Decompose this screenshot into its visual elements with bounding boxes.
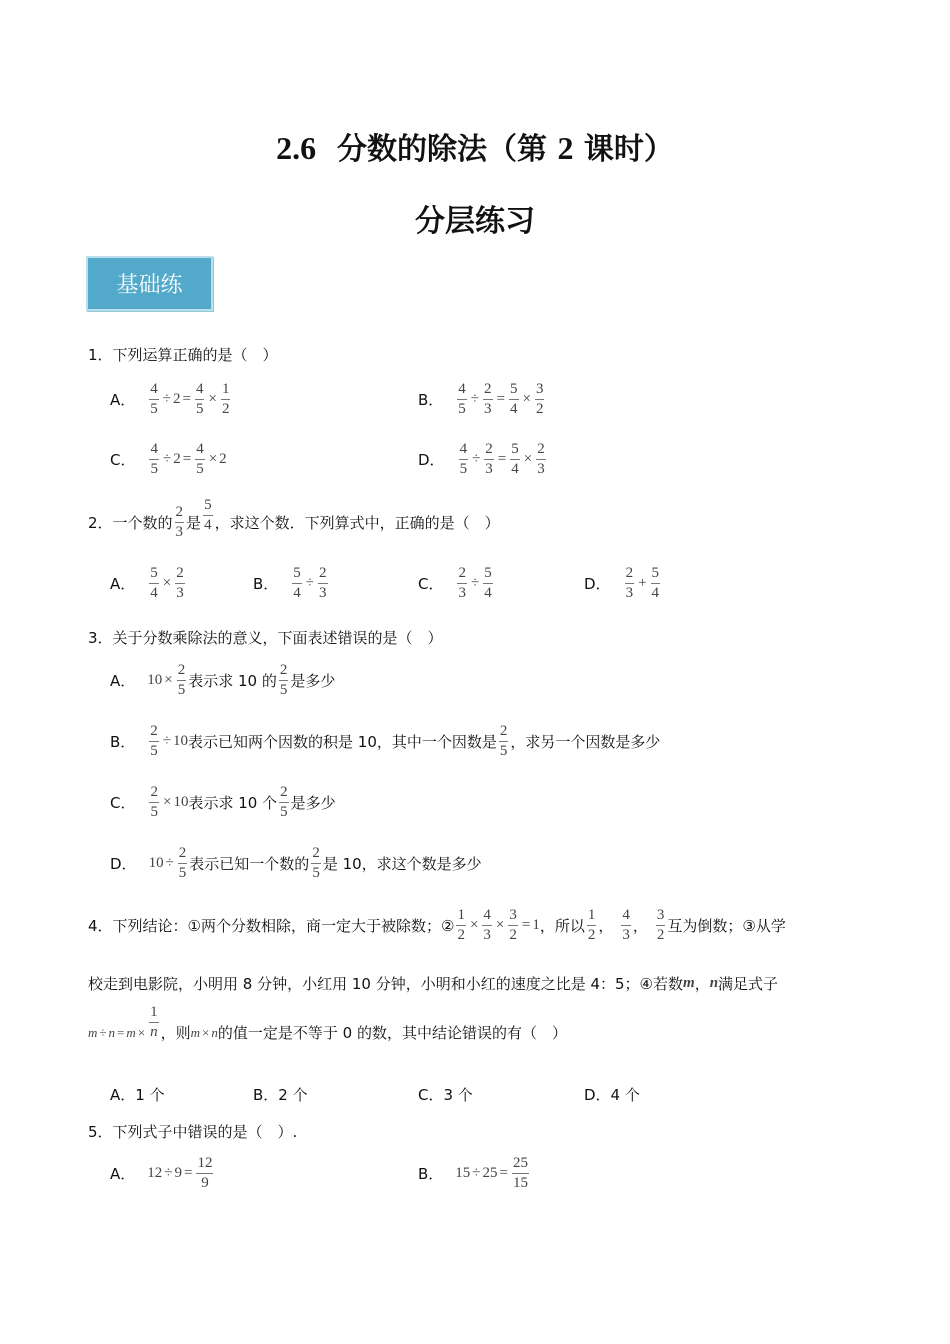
q2-stem: 2．一个数的 2 3 是 5 4 ，求这个数．下列算式中，正确的是（ ） (88, 497, 500, 540)
q4-option-b[interactable]: B．2 个 (253, 1086, 308, 1104)
q3-option-d[interactable]: D． 10 ÷ $\frac{2}{5}$ 表示已知一个数的 2 5 是 10，求这个数是多少 (110, 845, 482, 881)
q1-option-d[interactable]: D． $\frac{4}{5}$ ÷ $\frac{2}{3}$ = $\frac{5}{4}$ × $\frac{2}{3}$ (418, 441, 545, 477)
q1-stem: 1．下列运算正确的是（ ） (88, 346, 278, 364)
q4-line-1: 4．下列结论：①两个分数相除，商一定大于被除数；② $\frac{1}{2}$ × $\frac{4}{3}$ × $\frac{3}{2}$ = 1 ，所以 1 2 ， 4 3 ， 3 2 互为倒数；③从学 (88, 907, 786, 943)
q2-option-c[interactable]: C． $\frac{2}{3}$ ÷ $\frac{5}{4}$ (418, 565, 492, 601)
page-title: 2.6 分数的除法（第 2 课时） (276, 130, 674, 167)
q1-option-b[interactable]: B． $\frac{4}{5}$ ÷ $\frac{2}{3}$ = $\frac{5}{4}$ × $\frac{3}{2}$ (418, 381, 544, 417)
q3-option-a[interactable]: A． 10 × $\frac{2}{5}$ 表示求 10 的 2 5 是多少 (110, 662, 336, 698)
q2-option-b[interactable]: B． $\frac{5}{4}$ ÷ $\frac{2}{3}$ (253, 565, 327, 601)
q4-line-2: 校走到电影院，小明用 8 分钟，小红用 10 分钟，小明和小红的速度之比是 4：5；④若数 m ， n 满足式子 (88, 975, 779, 993)
section-tag: 基础练 (86, 256, 213, 311)
q4-line-3: m ÷ n = m × $\frac{1}{n}$ ，则 m × n 的值一定是不等于 0 的数，其中结论错误的有（ ） (88, 1004, 567, 1042)
q5-stem: 5．下列式子中错误的是（ ）. (88, 1123, 298, 1141)
q5-option-a[interactable]: A． 12 ÷ 9 = $\frac{12}{9}$ (110, 1155, 213, 1191)
q3-option-c[interactable]: C． $\frac{2}{5}$ × 10 表示求 10 个 2 5 是多少 (110, 784, 336, 820)
q1-option-c[interactable]: C． $\frac{4}{5}$ ÷ 2 = $\frac{4}{5}$ × 2 (110, 441, 227, 477)
q3-stem: 3．关于分数乘除法的意义，下面表述错误的是（ ） (88, 629, 443, 647)
q5-option-b[interactable]: B． 15 ÷ 25 = $\frac{25}{15}$ (418, 1155, 528, 1191)
page-subtitle: 分层练习 (415, 204, 535, 239)
q4-option-c[interactable]: C．3 个 (418, 1086, 473, 1104)
q2-option-a[interactable]: A． $\frac{5}{4}$ × $\frac{2}{3}$ (110, 565, 184, 601)
q4-option-d[interactable]: D．4 个 (584, 1086, 640, 1104)
q4-option-a[interactable]: A．1 个 (110, 1086, 165, 1104)
q2-option-d[interactable]: D． 2 3 + $\frac{5}{4}$ (584, 565, 660, 601)
q1-option-a[interactable]: A． $\frac{4}{5}$ ÷ 2 = $\frac{4}{5}$ × $\frac{1}{2}$ (110, 381, 230, 417)
q3-option-b[interactable]: B． $\frac{2}{5}$ ÷ 10 表示已知两个因数的积是 10，其中一个因数是 2 5 ，求另一个因数是多少 (110, 723, 661, 759)
